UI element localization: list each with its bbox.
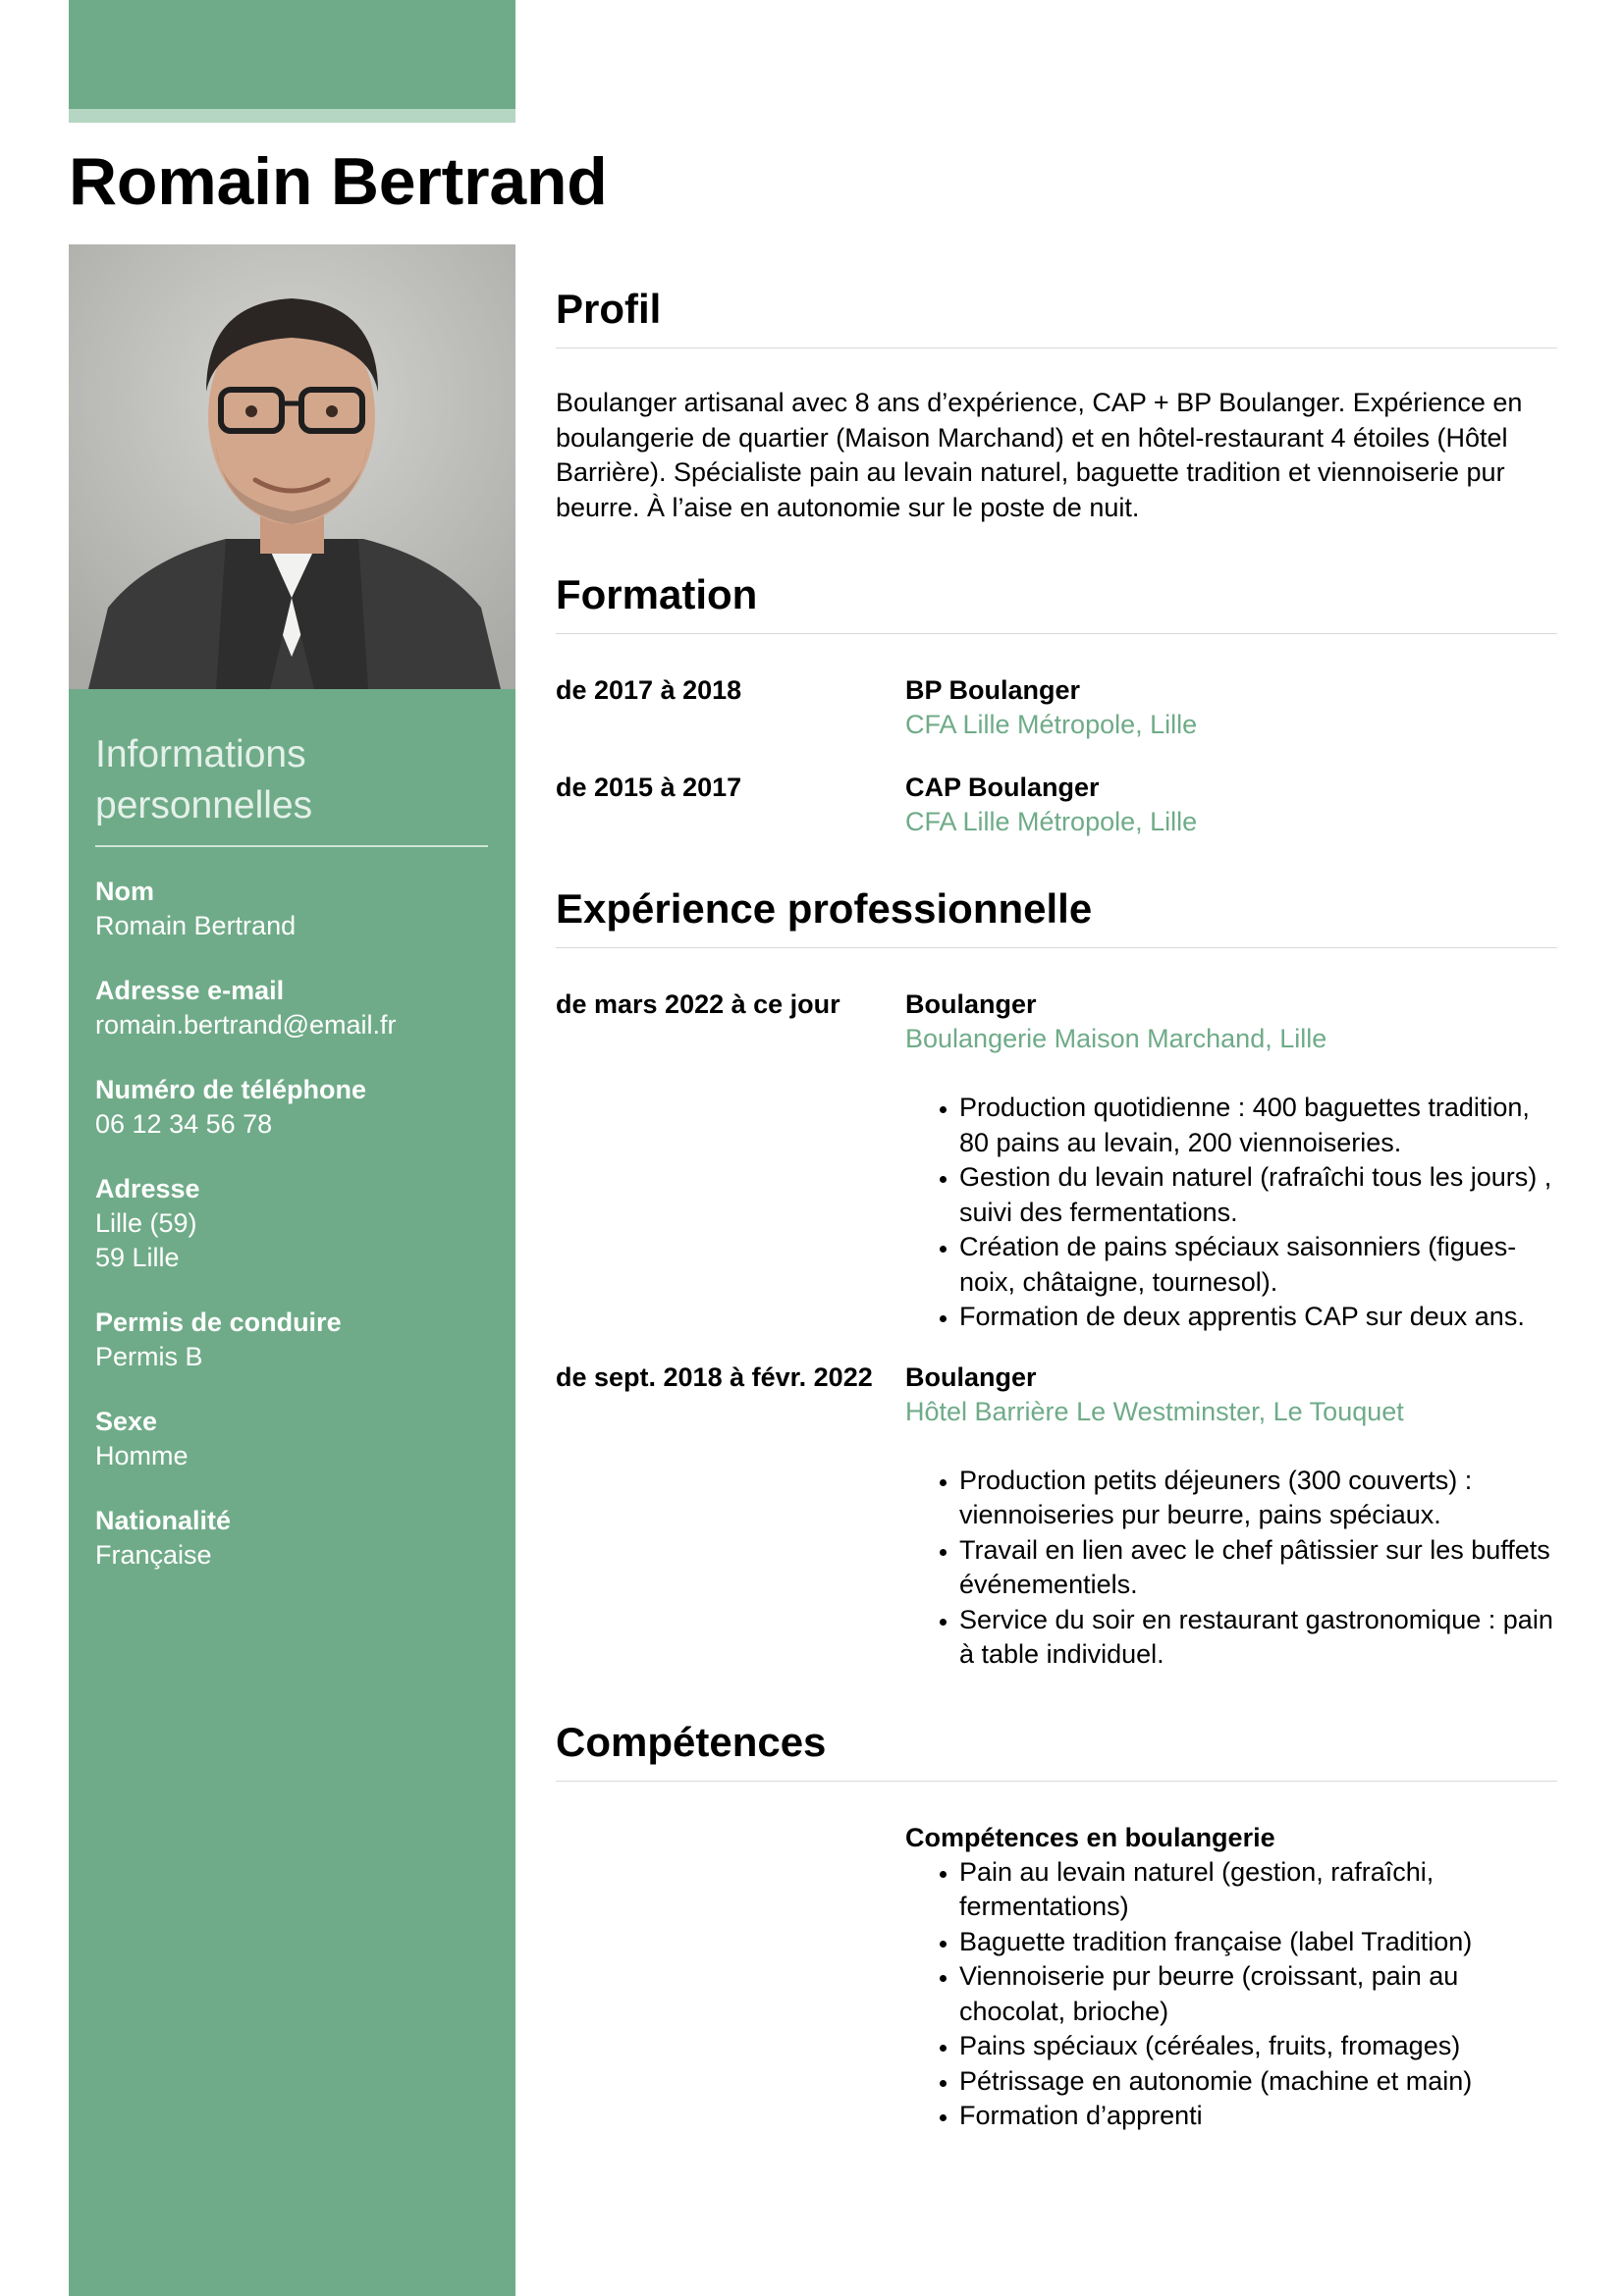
personal-info-title: Informations personnelles	[95, 733, 313, 827]
entry-title: CAP Boulanger	[905, 773, 1100, 802]
list-item: • Formation de deux apprentis CAP sur deux ans.	[959, 1300, 1557, 1335]
list-item: • Viennoiserie pur beurre (croissant, pain au chocolat, brioche)	[959, 1959, 1557, 2029]
field-permis	[95, 1306, 488, 1374]
field-value: romain.bertrand@email.fr	[95, 1010, 397, 1040]
section-formation	[556, 561, 1557, 839]
field-telephone	[95, 1073, 488, 1142]
entry-date: de 2015 à 2017	[556, 773, 742, 802]
experience-entry	[556, 1361, 1557, 1673]
list-item: • Service du soir en restaurant gastronomique : pain à table individuel.	[959, 1603, 1557, 1673]
section-experience	[556, 875, 1557, 1673]
section-title: Formation	[556, 571, 758, 617]
field-label: Nom	[95, 877, 154, 906]
entry-title: Boulanger	[905, 989, 1037, 1019]
list-item: • Création de pains spéciaux saisonniers (figues-noix, châtaigne, tournesol).	[959, 1230, 1557, 1300]
field-value: Lille (59)	[95, 1208, 197, 1238]
list-item: • Production petits déjeuners (300 couverts) : viennoiseries pur beurre, pains spéciaux.	[959, 1464, 1557, 1533]
divider	[556, 947, 1557, 948]
divider	[556, 1781, 1557, 1782]
field-value: Homme	[95, 1441, 189, 1470]
field-label: Sexe	[95, 1407, 158, 1436]
section-title: Profil	[556, 286, 662, 332]
entry-date: de sept. 2018 à févr. 2022	[556, 1362, 873, 1392]
entry-bullets	[905, 1091, 1557, 1335]
field-label: Permis de conduire	[95, 1308, 342, 1337]
field-label: Nationalité	[95, 1506, 232, 1535]
section-profil	[556, 275, 1557, 525]
list-item: • Gestion du levain naturel (rafraîchi tous les jours) , suivi des fermentations.	[959, 1160, 1557, 1230]
formation-entry	[556, 771, 1557, 839]
entry-title: Boulanger	[905, 1362, 1037, 1392]
field-sexe	[95, 1405, 488, 1473]
list-item: • Pains spéciaux (céréales, fruits, fromages)	[959, 2029, 1557, 2064]
divider	[95, 845, 488, 847]
divider	[556, 347, 1557, 348]
list-item: • Production quotidienne : 400 baguettes tradition, 80 pains au levain, 200 viennoiseries.	[959, 1091, 1557, 1160]
header-accent-band	[69, 0, 515, 109]
skills-list	[905, 1855, 1557, 2134]
list-item: • Baguette tradition française (label Tradition)	[959, 1925, 1557, 1960]
sidebar	[69, 244, 515, 2296]
formation-entry	[556, 673, 1557, 742]
header-accent-stripe	[69, 109, 515, 123]
list-item: • Formation d’apprenti	[959, 2099, 1557, 2134]
personal-info	[95, 729, 488, 1603]
entry-date: de mars 2022 à ce jour	[556, 989, 840, 1019]
section-title: Compétences	[556, 1718, 827, 1765]
entry-title: BP Boulanger	[905, 675, 1081, 705]
field-value: 06 12 34 56 78	[95, 1109, 273, 1139]
field-value: Romain Bertrand	[95, 911, 297, 940]
experience-entry	[556, 988, 1557, 1335]
section-competences	[556, 1708, 1557, 2134]
field-value: Permis B	[95, 1342, 203, 1371]
entry-place: CFA Lille Métropole, Lille	[905, 807, 1198, 836]
field-label: Numéro de téléphone	[95, 1075, 367, 1104]
divider	[556, 633, 1557, 634]
field-nom	[95, 875, 488, 943]
field-value: 59 Lille	[95, 1243, 180, 1272]
skills-group-title: Compétences en boulangerie	[905, 1822, 1275, 1852]
candidate-name: Romain Bertrand	[69, 144, 608, 219]
entry-place: CFA Lille Métropole, Lille	[905, 710, 1198, 739]
field-adresse	[95, 1172, 488, 1275]
entry-place: Boulangerie Maison Marchand, Lille	[905, 1024, 1327, 1053]
section-title: Expérience professionnelle	[556, 885, 1093, 932]
list-item: • Pain au levain naturel (gestion, rafraîchi, fermentations)	[959, 1855, 1557, 1925]
field-email	[95, 974, 488, 1042]
list-item: • Pétrissage en autonomie (machine et main)	[959, 2064, 1557, 2100]
field-label: Adresse	[95, 1174, 200, 1203]
list-item: • Travail en lien avec le chef pâtissier sur les buffets événementiels.	[959, 1533, 1557, 1603]
field-label: Adresse e-mail	[95, 976, 285, 1005]
profil-text: Boulanger artisanal avec 8 ans d’expérience, CAP + BP Boulanger. Expérience en boulangerie de quartier (Maison Marchand) et en hôtel-restaurant 4 étoiles (Hôtel Barrière). Spécialiste pain au levain naturel, baguette tradition et viennoiserie pur beurre. À l’aise en autonomie sur le poste de nuit.	[556, 388, 1523, 522]
field-value: Française	[95, 1540, 212, 1570]
entry-date: de 2017 à 2018	[556, 675, 742, 705]
entry-bullets	[905, 1464, 1557, 1673]
field-nationalite	[95, 1504, 488, 1573]
profile-photo	[69, 244, 515, 689]
main-content	[556, 275, 1557, 2134]
entry-place: Hôtel Barrière Le Westminster, Le Touquet	[905, 1396, 1404, 1426]
